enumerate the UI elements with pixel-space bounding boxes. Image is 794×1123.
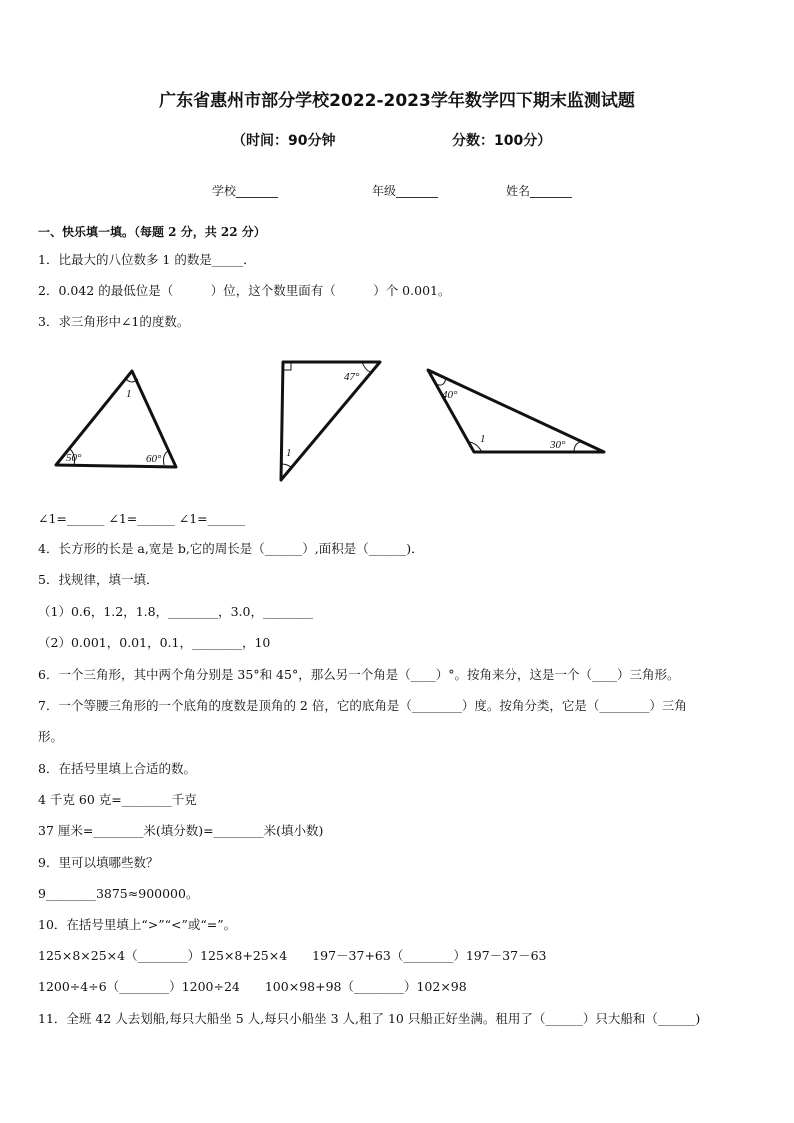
section-heading: 一、快乐填一填。（每题 2 分，共 22 分） — [38, 225, 266, 239]
question-3-answers[interactable]: ∠1=______ ∠1=______ ∠1=______ — [38, 511, 246, 526]
tri3-angle-30: 30° — [550, 439, 566, 451]
triangle-figure-3 — [424, 366, 608, 456]
tri3-angle-40: 40° — [442, 389, 458, 401]
question-7: 7．一个等腰三角形的一个底角的度数是顶角的 2 倍，它的底角是（________）度。按角分类，它是（________）三角 — [38, 698, 687, 713]
triangle-figure-2 — [276, 358, 386, 484]
question-10-row-1: 125×8×25×4（________）125×8+25×4 197－37+63（________）197－37－63 — [38, 948, 547, 963]
question-11: 11．全班 42 人去划船,每只大船坐 5 人,每只小船坐 3 人,租了 10 只船正好坐满。租用了（______）只大船和（______) — [38, 1011, 701, 1026]
question-10-row-2: 1200÷4÷6（________）1200÷24 100×98+98（________）102×98 — [38, 979, 467, 994]
page-title: 广东省惠州市部分学校2022-2023学年数学四下期末监测试题 — [159, 91, 635, 111]
triangle-figure-1 — [50, 365, 190, 475]
question-1: 1．比最大的八位数多 1 的数是_____． — [38, 252, 256, 267]
question-7-continued: 形。 — [38, 729, 64, 744]
question-10: 10．在括号里填上“>”“<”或“=”。 — [38, 917, 237, 932]
question-5-part-1: （1）0.6，1.2，1.8，________，3.0，________ — [38, 604, 313, 619]
question-3: 3．求三角形中∠1的度数。 — [38, 314, 190, 329]
question-6: 6．一个三角形，其中两个角分别是 35°和 45°，那么另一个角是（____）°。按角来分，这是一个（____）三角形。 — [38, 667, 680, 682]
tri3-angle-1: 1 — [480, 433, 486, 445]
question-9-part-1: 9________3875≈900000。 — [38, 886, 199, 901]
exam-score: 分数：100分） — [452, 133, 552, 149]
question-8: 8．在括号里填上合适的数。 — [38, 761, 196, 776]
exam-time: （时间：90分钟 — [232, 133, 336, 149]
question-5-part-2: （2）0.001，0.01，0.1，________，10 — [38, 635, 271, 650]
grade-field[interactable]: 年级_______ — [372, 184, 439, 198]
question-2: 2．0.042 的最低位是（ ）位，这个数里面有（ ）个 0.001。 — [38, 283, 451, 298]
tri1-angle-60: 60° — [146, 453, 162, 465]
question-8-part-2: 37 厘米=________米(填分数)=________米(填小数) — [38, 823, 324, 838]
question-5: 5．找规律，填一填． — [38, 572, 159, 587]
tri2-angle-47: 47° — [344, 371, 360, 383]
school-field[interactable]: 学校_______ — [212, 184, 279, 198]
tri2-angle-1: 1 — [286, 447, 292, 459]
question-9: 9．里可以填哪些数？ — [38, 855, 159, 870]
name-field[interactable]: 姓名_______ — [506, 184, 573, 198]
question-4: 4．长方形的长是 a,宽是 b,它的周长是（______）,面积是（______)． — [38, 541, 424, 556]
tri1-angle-1: 1 — [126, 388, 132, 400]
question-8-part-1: 4 千克 60 克=________千克 — [38, 792, 197, 807]
tri1-angle-50: 50° — [66, 452, 82, 464]
